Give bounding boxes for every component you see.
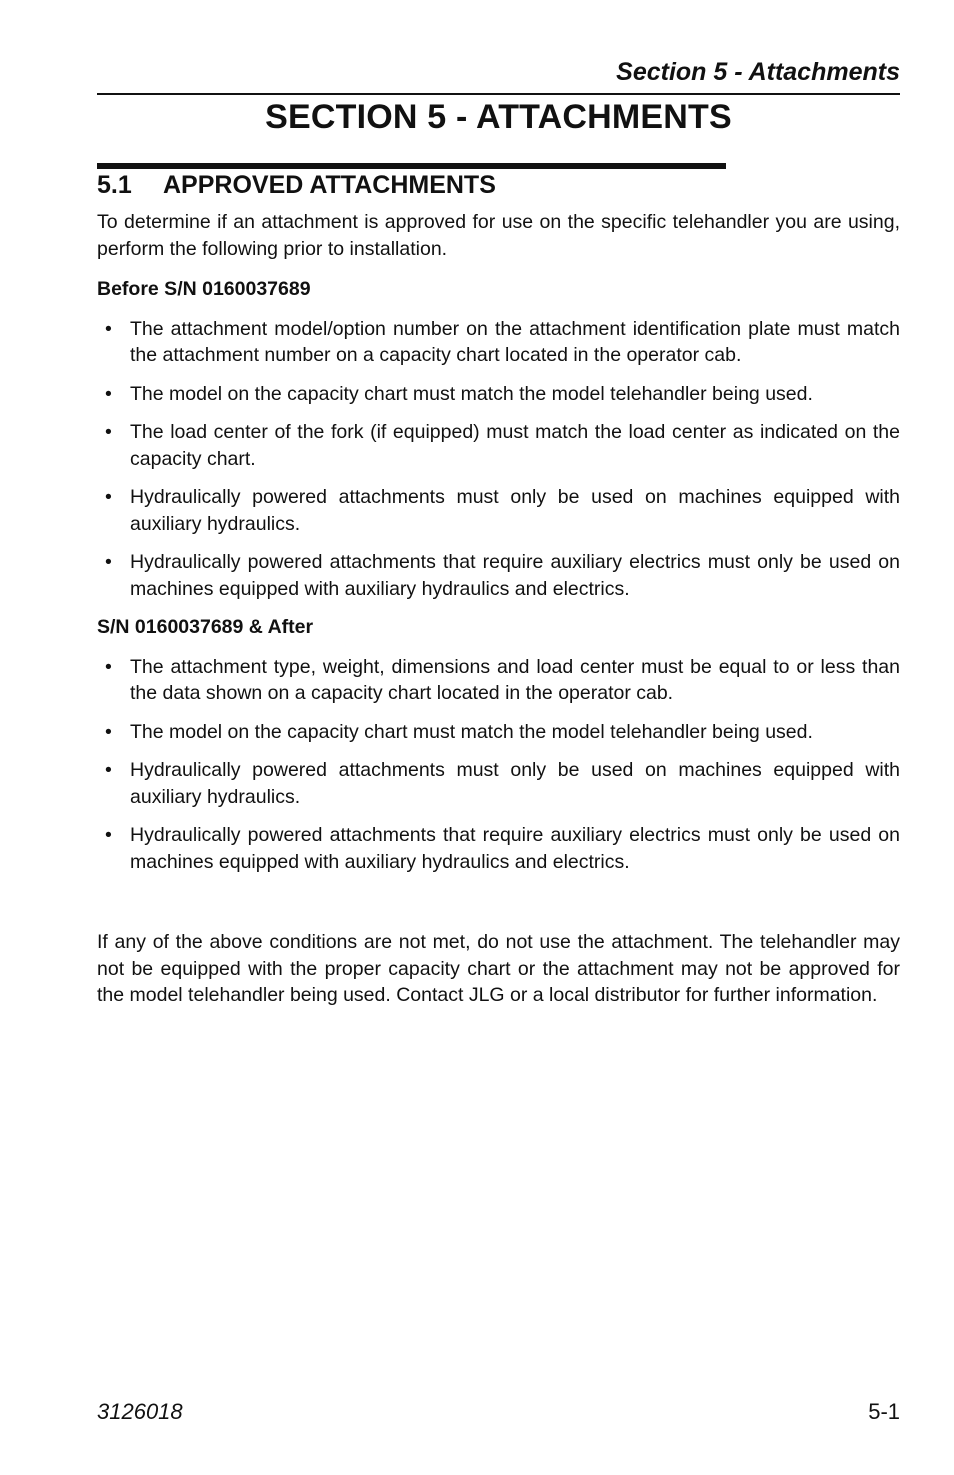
group-before-sn xyxy=(97,276,900,602)
footer-doc-number: 3126018 xyxy=(97,1399,183,1424)
list-item-text: The attachment model/option number on the attachment identification plate must match the attachment number on a capacity chart located in the operator cab. xyxy=(130,317,900,366)
list-item-text: The model on the capacity chart must match the model telehandler being used. xyxy=(130,382,813,405)
heading-bar xyxy=(97,163,726,169)
bullet-icon: • xyxy=(105,759,112,781)
closing-paragraph: If any of the above conditions are not met, do not use the attachment. The telehandler may not be equipped with the proper capacity chart or the attachment may not be approved for the model telehandler being used. Contact JLG or a local distributor for further information. xyxy=(97,931,900,1006)
list-item xyxy=(97,719,900,746)
list-item xyxy=(97,549,900,602)
list-item-text: Hydraulically powered attachments must only be used on machines equipped with auxiliary hydraulics. xyxy=(130,486,900,535)
list-item-text: Hydraulically powered attachments that require auxiliary electrics must only be used on machines equipped with auxiliary hydraulics and electrics. xyxy=(130,824,900,873)
bullet-icon: • xyxy=(105,317,112,340)
bullet-icon: • xyxy=(105,720,112,743)
spacer xyxy=(97,887,900,929)
list-item xyxy=(97,484,900,537)
list-item-text: The load center of the fork (if equipped) must match the load center as indicated on the capacity chart. xyxy=(130,421,900,470)
list-item xyxy=(97,822,900,875)
subsection-title xyxy=(97,171,496,200)
bullet-icon: • xyxy=(105,382,112,405)
list-item-text: Hydraulically powered attachments must only be used on machines equipped with auxiliary hydraulics. xyxy=(130,759,900,808)
list-item xyxy=(97,381,900,408)
subsection-heading: APPROVED ATTACHMENTS xyxy=(163,171,496,199)
bullet-list xyxy=(97,654,900,876)
running-header: Section 5 - Attachments xyxy=(616,58,900,86)
group-heading: S/N 0160037689 & After xyxy=(97,616,314,638)
bullet-icon: • xyxy=(105,486,112,508)
group-heading: Before S/N 0160037689 xyxy=(97,278,311,300)
list-item xyxy=(97,419,900,472)
bullet-icon: • xyxy=(105,551,112,573)
bullet-icon: • xyxy=(105,421,112,443)
section-title: SECTION 5 - ATTACHMENTS xyxy=(265,98,732,136)
list-item xyxy=(97,654,900,707)
list-item-text: The attachment type, weight, dimensions and load center must be equal to or less than the data shown on a capacity chart located in the operator cab. xyxy=(130,655,900,704)
intro-paragraph: To determine if an attachment is approved for use on the specific telehandler you are using, perform the following prior to installation. xyxy=(97,211,900,260)
footer-page-number: 5-1 xyxy=(868,1399,900,1424)
bullet-icon: • xyxy=(105,824,112,846)
subsection-number: 5.1 xyxy=(97,171,132,199)
bullet-list xyxy=(97,316,900,603)
header-rule xyxy=(97,93,900,95)
group-after-sn xyxy=(97,614,900,875)
list-item-text: The model on the capacity chart must match the model telehandler being used. xyxy=(130,720,813,743)
list-item xyxy=(97,316,900,369)
list-item xyxy=(97,757,900,810)
bullet-icon: • xyxy=(105,655,112,678)
list-item-text: Hydraulically powered attachments that require auxiliary electrics must only be used on machines equipped with auxiliary hydraulics and electrics. xyxy=(130,551,900,600)
page-content xyxy=(97,209,900,1009)
